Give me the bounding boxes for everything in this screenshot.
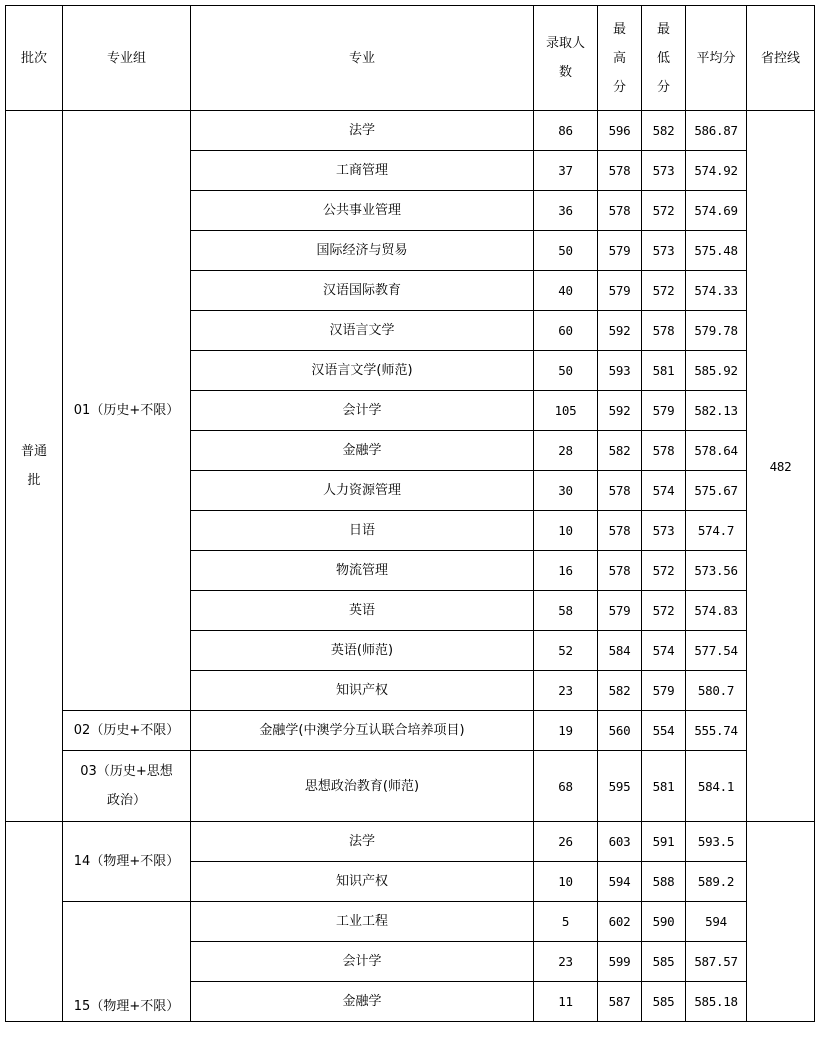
group-cell: 01（历史+不限） (63, 111, 191, 711)
admitted-cell: 52 (534, 631, 598, 671)
admitted-cell: 10 (534, 511, 598, 551)
min-score-cell: 579 (642, 671, 686, 711)
max-score-cell: 579 (598, 271, 642, 311)
max-score-cell: 578 (598, 551, 642, 591)
admitted-cell: 23 (534, 942, 598, 982)
major-cell: 英语 (191, 591, 534, 631)
min-score-cell: 591 (642, 822, 686, 862)
header-group: 专业组 (63, 6, 191, 111)
avg-score-cell: 593.5 (686, 822, 747, 862)
max-score-cell: 578 (598, 511, 642, 551)
major-cell: 英语(师范) (191, 631, 534, 671)
major-cell: 工业工程 (191, 902, 534, 942)
major-cell: 汉语国际教育 (191, 271, 534, 311)
major-cell: 物流管理 (191, 551, 534, 591)
min-score-cell: 581 (642, 351, 686, 391)
avg-score-cell: 575.67 (686, 471, 747, 511)
admitted-cell: 16 (534, 551, 598, 591)
avg-score-cell: 582.13 (686, 391, 747, 431)
admitted-cell: 40 (534, 271, 598, 311)
admission-score-table (5, 5, 815, 1022)
max-score-cell: 579 (598, 591, 642, 631)
admitted-cell: 23 (534, 671, 598, 711)
max-score-cell: 578 (598, 151, 642, 191)
avg-score-cell: 579.78 (686, 311, 747, 351)
max-score-cell: 593 (598, 351, 642, 391)
major-cell: 汉语言文学 (191, 311, 534, 351)
table-row (6, 902, 815, 942)
major-cell: 金融学(中澳学分互认联合培养项目) (191, 711, 534, 751)
min-score-cell: 579 (642, 391, 686, 431)
admitted-cell: 5 (534, 902, 598, 942)
min-score-cell: 574 (642, 471, 686, 511)
min-score-cell: 578 (642, 311, 686, 351)
major-cell: 人力资源管理 (191, 471, 534, 511)
table-body (6, 111, 815, 1022)
max-score-cell: 592 (598, 391, 642, 431)
max-score-cell: 582 (598, 671, 642, 711)
max-score-cell: 595 (598, 751, 642, 822)
max-score-cell: 579 (598, 231, 642, 271)
max-score-cell: 584 (598, 631, 642, 671)
table-row (6, 751, 815, 822)
min-score-cell: 573 (642, 511, 686, 551)
max-score-cell: 602 (598, 902, 642, 942)
min-score-cell: 590 (642, 902, 686, 942)
header-avg-score: 平均分 (686, 6, 747, 111)
max-score-cell: 592 (598, 311, 642, 351)
control-line-cell (747, 822, 815, 1022)
avg-score-cell: 574.7 (686, 511, 747, 551)
admitted-cell: 10 (534, 862, 598, 902)
admitted-cell: 36 (534, 191, 598, 231)
min-score-cell: 572 (642, 271, 686, 311)
admitted-cell: 68 (534, 751, 598, 822)
avg-score-cell: 574.92 (686, 151, 747, 191)
avg-score-cell: 586.87 (686, 111, 747, 151)
min-score-cell: 585 (642, 942, 686, 982)
min-score-cell: 554 (642, 711, 686, 751)
max-score-cell: 578 (598, 191, 642, 231)
major-cell: 法学 (191, 822, 534, 862)
group-cell: 02（历史+不限） (63, 711, 191, 751)
major-cell: 汉语言文学(师范) (191, 351, 534, 391)
major-cell: 知识产权 (191, 671, 534, 711)
min-score-cell: 588 (642, 862, 686, 902)
max-score-cell: 596 (598, 111, 642, 151)
header-row (6, 6, 815, 111)
group-cell: 14（物理+不限） (63, 822, 191, 902)
min-score-cell: 585 (642, 982, 686, 1022)
header-admitted: 录取人数 (534, 6, 598, 111)
admitted-cell: 19 (534, 711, 598, 751)
admitted-cell: 28 (534, 431, 598, 471)
avg-score-cell: 585.18 (686, 982, 747, 1022)
avg-score-cell: 589.2 (686, 862, 747, 902)
header-batch: 批次 (6, 6, 63, 111)
major-cell: 日语 (191, 511, 534, 551)
admitted-cell: 60 (534, 311, 598, 351)
max-score-cell: 594 (598, 862, 642, 902)
avg-score-cell: 555.74 (686, 711, 747, 751)
max-score-cell: 560 (598, 711, 642, 751)
table-row (6, 111, 815, 151)
major-cell: 会计学 (191, 391, 534, 431)
max-score-cell: 578 (598, 471, 642, 511)
major-cell: 国际经济与贸易 (191, 231, 534, 271)
min-score-cell: 572 (642, 551, 686, 591)
group-cell: 03（历史+思想政治） (63, 751, 191, 822)
min-score-cell: 572 (642, 591, 686, 631)
avg-score-cell: 578.64 (686, 431, 747, 471)
admitted-cell: 37 (534, 151, 598, 191)
avg-score-cell: 574.83 (686, 591, 747, 631)
control-line-cell: 482 (747, 111, 815, 822)
avg-score-cell: 587.57 (686, 942, 747, 982)
header-major: 专业 (191, 6, 534, 111)
admitted-cell: 105 (534, 391, 598, 431)
avg-score-cell: 594 (686, 902, 747, 942)
avg-score-cell: 573.56 (686, 551, 747, 591)
max-score-cell: 582 (598, 431, 642, 471)
table-row (6, 822, 815, 862)
max-score-cell: 587 (598, 982, 642, 1022)
avg-score-cell: 574.69 (686, 191, 747, 231)
admitted-cell: 11 (534, 982, 598, 1022)
header-max-score: 最高分 (598, 6, 642, 111)
header-control-line: 省控线 (747, 6, 815, 111)
major-cell: 会计学 (191, 942, 534, 982)
admitted-cell: 50 (534, 231, 598, 271)
avg-score-cell: 584.1 (686, 751, 747, 822)
avg-score-cell: 574.33 (686, 271, 747, 311)
header-min-score: 最低分 (642, 6, 686, 111)
major-cell: 金融学 (191, 431, 534, 471)
admitted-cell: 26 (534, 822, 598, 862)
admitted-cell: 50 (534, 351, 598, 391)
avg-score-cell: 580.7 (686, 671, 747, 711)
avg-score-cell: 577.54 (686, 631, 747, 671)
max-score-cell: 599 (598, 942, 642, 982)
major-cell: 知识产权 (191, 862, 534, 902)
min-score-cell: 573 (642, 151, 686, 191)
min-score-cell: 572 (642, 191, 686, 231)
min-score-cell: 573 (642, 231, 686, 271)
avg-score-cell: 575.48 (686, 231, 747, 271)
batch-cell (6, 822, 63, 1022)
major-cell: 工商管理 (191, 151, 534, 191)
major-cell: 公共事业管理 (191, 191, 534, 231)
major-cell: 金融学 (191, 982, 534, 1022)
min-score-cell: 582 (642, 111, 686, 151)
min-score-cell: 574 (642, 631, 686, 671)
max-score-cell: 603 (598, 822, 642, 862)
table-row (6, 711, 815, 751)
group-cell: 15（物理+不限） (63, 902, 191, 1022)
major-cell: 思想政治教育(师范) (191, 751, 534, 822)
batch-cell: 普通批 (6, 111, 63, 822)
admitted-cell: 30 (534, 471, 598, 511)
major-cell: 法学 (191, 111, 534, 151)
admitted-cell: 58 (534, 591, 598, 631)
admitted-cell: 86 (534, 111, 598, 151)
min-score-cell: 578 (642, 431, 686, 471)
avg-score-cell: 585.92 (686, 351, 747, 391)
min-score-cell: 581 (642, 751, 686, 822)
